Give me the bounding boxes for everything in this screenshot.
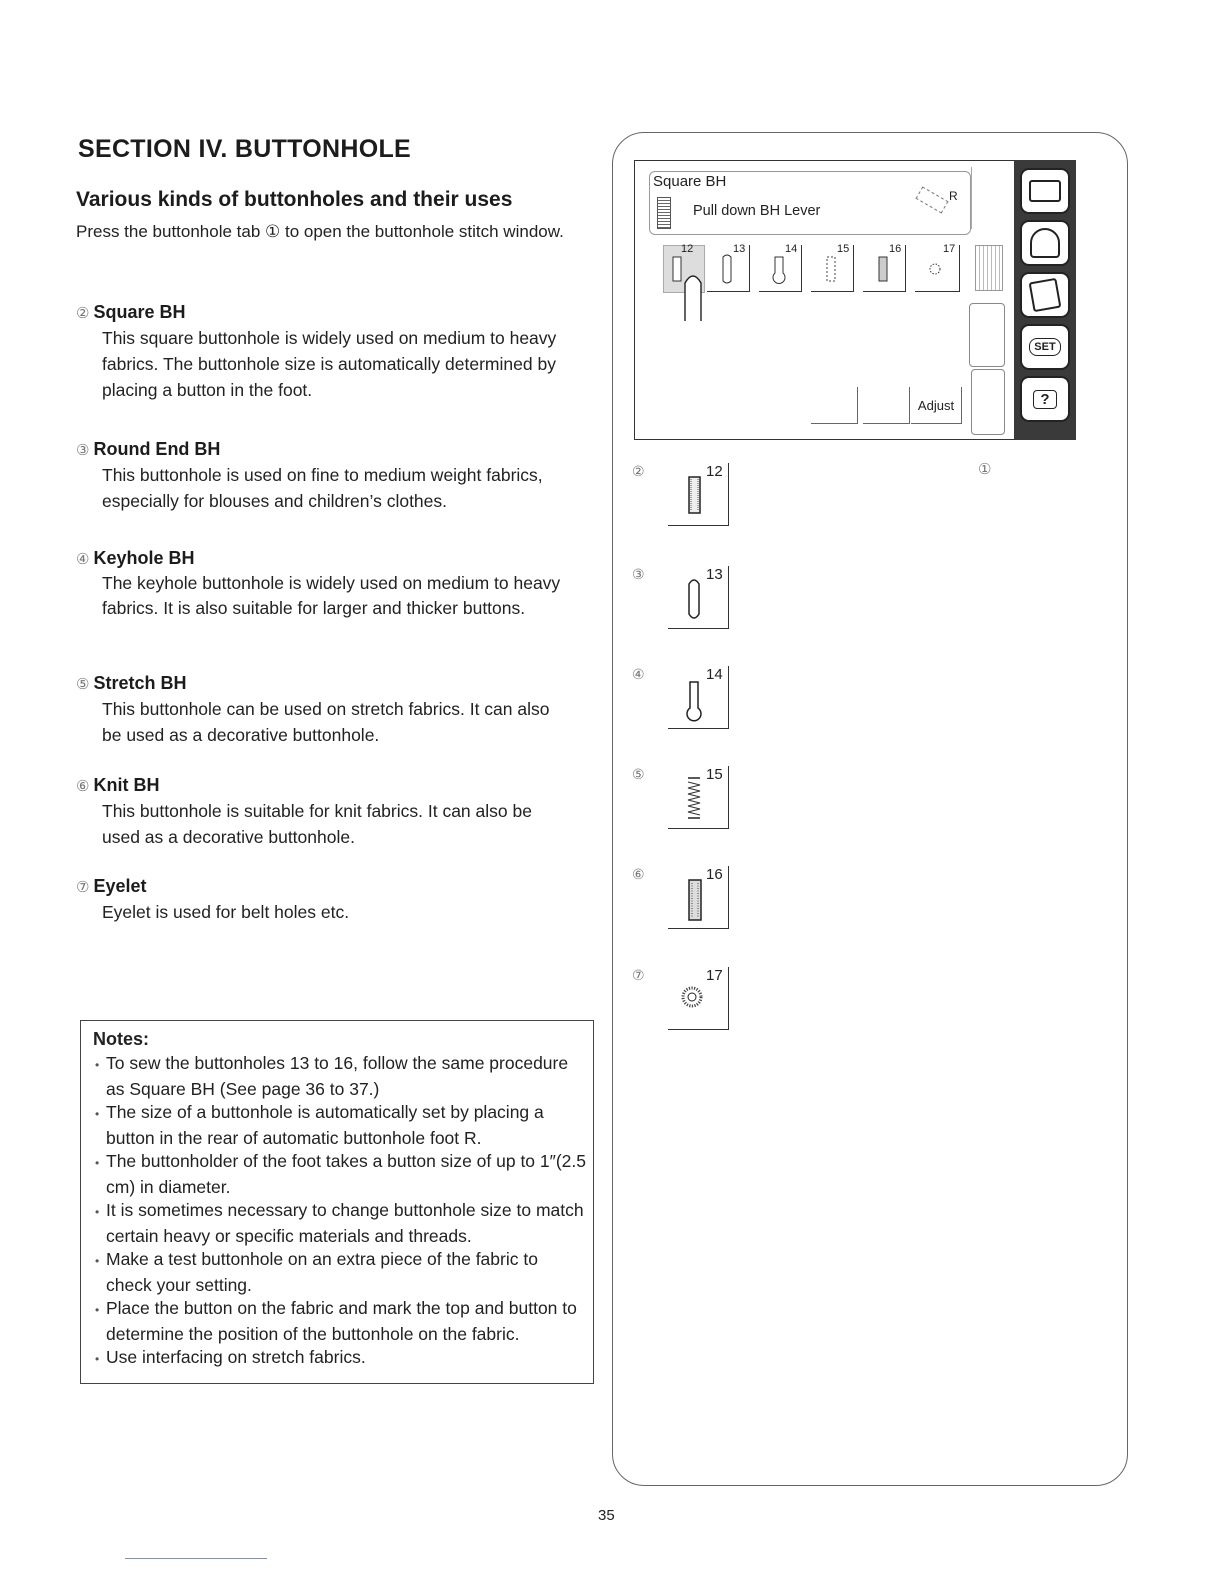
note-item: • Make a test buttonhole on an extra piece of the fabric to check your setting.	[93, 1248, 587, 1297]
item-title: Keyhole BH	[93, 548, 195, 568]
buttonhole-item	[76, 876, 572, 925]
item-number: ⑥	[76, 778, 90, 795]
figure-round-end-bh	[632, 566, 742, 646]
item-description: This buttonhole is used on fine to medium weight fabrics, especially for blouses and children’s clothes.	[102, 465, 543, 511]
notes-box	[80, 1020, 594, 1384]
figure-label: 12	[706, 463, 723, 480]
figure-number: ④	[632, 666, 645, 682]
figure-label: 17	[706, 967, 723, 984]
stitch-label-17: 17	[943, 243, 956, 255]
stitch-label-13: 13	[733, 243, 746, 255]
set-label: SET	[1029, 338, 1060, 356]
footer-rule	[125, 1558, 267, 1559]
square-bh-icon	[673, 257, 681, 281]
item-number: ②	[76, 305, 90, 322]
bh-pattern-icon	[657, 197, 671, 229]
note-item: • The buttonholder of the foot takes a button size of up to 1″(2.5 cm) in diameter.	[93, 1150, 587, 1199]
note-item: • The size of a buttonhole is automatically set by placing a button in the rear of automatic buttonhole foot R.	[93, 1101, 587, 1150]
tab-ordinary-stitch[interactable]	[1020, 168, 1070, 214]
screen-title: Square BH	[653, 173, 727, 190]
figure-label: 15	[706, 766, 723, 783]
needle-position-button[interactable]	[971, 369, 1005, 435]
item-number: ④	[76, 551, 90, 568]
item-number: ⑤	[76, 676, 90, 693]
item-title: Round End BH	[93, 439, 221, 459]
square-bh-figure	[686, 471, 706, 517]
keyhole-bh-figure	[682, 674, 708, 726]
note-item: • To sew the buttonholes 13 to 16, follow the same procedure as Square BH (See page 36 to 37.)	[93, 1052, 587, 1101]
round-end-bh-figure	[686, 574, 706, 624]
stitch-label-15: 15	[837, 243, 850, 255]
finger-icon	[685, 276, 701, 321]
tab-callout-number: ①	[978, 461, 992, 478]
item-title: Eyelet	[93, 876, 147, 896]
stitch-label-16: 16	[889, 243, 902, 255]
keyhole-bh-icon	[773, 257, 785, 283]
subtitle: Various kinds of buttonholes and their uses	[76, 188, 513, 211]
page-scroll-button[interactable]	[975, 245, 1003, 291]
screen-message: Pull down BH Lever	[693, 203, 821, 219]
intro-text: Press the buttonhole tab ① to open the buttonhole stitch window.	[76, 222, 564, 241]
tab-bar	[1014, 160, 1076, 440]
buttonhole-item	[76, 439, 572, 514]
eyelet-figure	[678, 981, 708, 1011]
adjust-label: Adjust	[917, 397, 955, 413]
note-item: • Place the button on the fabric and mark the top and button to determine the position of the buttonhole on the fabric.	[93, 1297, 587, 1346]
figure-number: ⑥	[632, 866, 645, 882]
knit-bh-icon	[879, 257, 887, 281]
note-item: • It is sometimes necessary to change buttonhole size to match certain heavy or specific materials and threads.	[93, 1199, 587, 1248]
item-description: This buttonhole is suitable for knit fabrics. It can also be used as a decorative buttonhole.	[102, 801, 532, 847]
eyelet-icon	[930, 264, 940, 274]
figure-number: ②	[632, 463, 645, 479]
scroll-side-icon[interactable]	[971, 167, 1006, 229]
item-description: This buttonhole can be used on stretch fabrics. It can also be used as a decorative buttonhole.	[102, 699, 550, 745]
tab-buttonhole[interactable]	[1020, 220, 1070, 266]
tab-bag[interactable]	[1020, 272, 1070, 318]
item-number: ⑦	[76, 879, 90, 896]
tab-set[interactable]	[1020, 324, 1070, 370]
item-number: ③	[76, 442, 90, 459]
buttonhole-item	[76, 302, 572, 403]
stretch-bh-figure	[684, 772, 706, 824]
notes-list	[93, 1052, 587, 1372]
figure-keyhole-bh	[632, 666, 742, 746]
stitch-length-button[interactable]	[863, 387, 910, 424]
round-end-bh-icon	[723, 255, 731, 283]
foot-label: R	[949, 189, 958, 203]
buttonhole-item	[76, 673, 572, 748]
buttonhole-item	[76, 548, 572, 621]
knit-bh-figure	[686, 874, 706, 924]
buttonhole-item	[76, 775, 572, 850]
adjust-button[interactable]	[911, 387, 962, 424]
notes-title: Notes:	[93, 1029, 150, 1049]
figure-number: ③	[632, 566, 645, 582]
figure-number: ⑦	[632, 967, 645, 983]
tab-help[interactable]	[1020, 376, 1070, 422]
bag-icon	[1029, 278, 1062, 312]
figure-stretch-bh	[632, 766, 742, 846]
stitch-label-14: 14	[785, 243, 798, 255]
stitch-width-button[interactable]	[811, 387, 858, 424]
figure-label: 16	[706, 866, 723, 883]
stitch-icons	[663, 241, 973, 341]
lcd-screen	[634, 160, 1076, 440]
figure-label: 14	[706, 666, 723, 683]
note-item: • Use interfacing on stretch fabrics.	[93, 1346, 587, 1372]
figure-number: ⑤	[632, 766, 645, 782]
item-title: Knit BH	[93, 775, 160, 795]
item-title: Square BH	[93, 302, 186, 322]
stitch-label-12: 12	[681, 243, 694, 255]
figure-label: 13	[706, 566, 723, 583]
stretch-bh-icon	[827, 257, 835, 281]
section-title: SECTION IV. BUTTONHOLE	[78, 135, 412, 163]
side-arrow-button[interactable]	[969, 303, 1005, 367]
figure-square-bh	[632, 463, 742, 543]
figure-knit-bh	[632, 866, 742, 946]
buttonhole-tab-icon	[1030, 228, 1060, 258]
page-number: 35	[598, 1507, 615, 1524]
item-description: This square buttonhole is widely used on medium to heavy fabrics. The buttonhole size is automatically determined by placing a button in the foot.	[102, 328, 557, 400]
help-label: ?	[1033, 390, 1056, 409]
sewing-machine-icon	[1029, 180, 1061, 202]
item-description: Eyelet is used for belt holes etc.	[102, 902, 350, 922]
item-title: Stretch BH	[93, 673, 187, 693]
item-description: The keyhole buttonhole is widely used on medium to heavy fabrics. It is also suitable for larger and thicker buttons.	[102, 573, 561, 618]
figure-eyelet	[632, 967, 742, 1047]
